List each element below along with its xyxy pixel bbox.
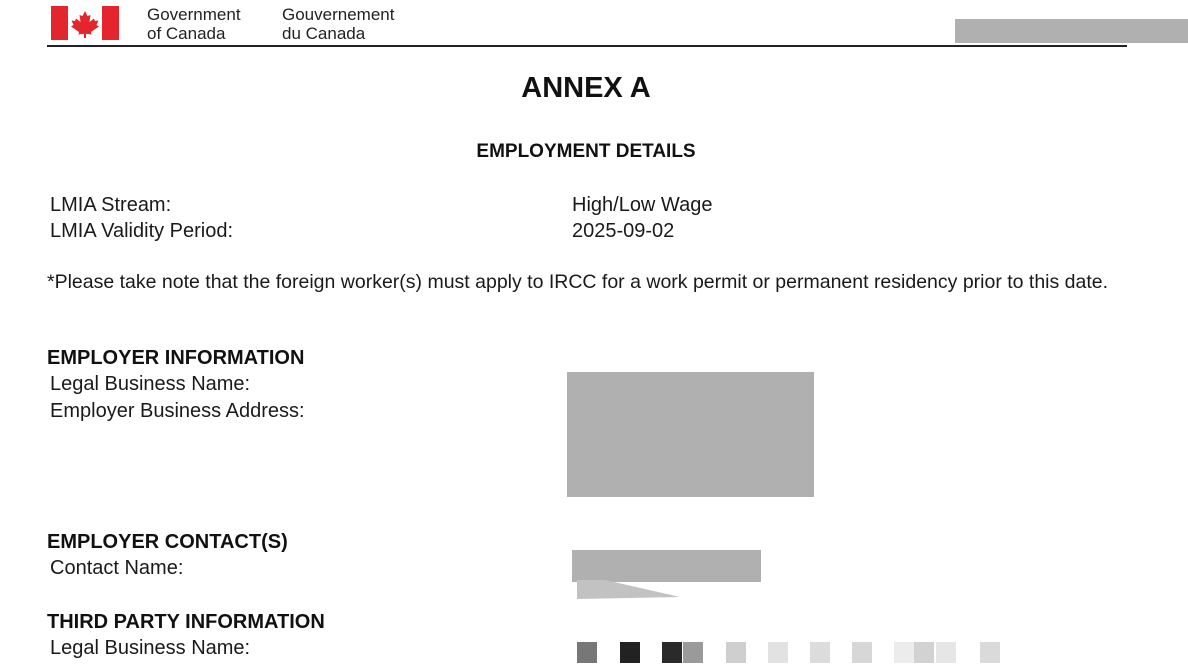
employment-details-heading: EMPLOYMENT DETAILS xyxy=(476,141,696,162)
pixelated-block xyxy=(980,642,1000,663)
third-party-legal-name-label: Legal Business Name: xyxy=(50,637,251,659)
gov-fr-line1: Gouvernement xyxy=(282,5,395,24)
employer-address-label: Employer Business Address: xyxy=(50,400,305,422)
pixelated-block xyxy=(768,642,788,663)
header-divider xyxy=(47,45,1127,47)
pixelated-block xyxy=(852,642,872,663)
lmia-validity-value: 2025-09-02 xyxy=(572,220,675,242)
canada-flag-icon xyxy=(51,6,119,40)
government-of-canada-en xyxy=(147,5,241,43)
pixelated-block xyxy=(662,642,682,663)
government-of-canada-fr xyxy=(282,5,394,43)
employer-information-heading: EMPLOYER INFORMATION xyxy=(47,347,305,369)
gov-fr-line2: du Canada xyxy=(282,24,366,43)
redacted-employer-details xyxy=(567,372,814,497)
lmia-validity-label: LMIA Validity Period: xyxy=(50,220,234,242)
employer-legal-name-label: Legal Business Name: xyxy=(50,373,251,395)
lmia-stream-value: High/Low Wage xyxy=(572,194,713,216)
validity-note: *Please take note that the foreign worker(s) must apply to IRCC for a work permit or permanent residency prior to this date. xyxy=(47,271,1109,293)
redacted-header-info xyxy=(955,19,1188,43)
pixelated-block xyxy=(810,642,830,663)
gov-en-line1: Government xyxy=(147,5,241,24)
third-party-heading: THIRD PARTY INFORMATION xyxy=(47,611,325,633)
contact-name-label: Contact Name: xyxy=(50,557,184,579)
pixelated-block xyxy=(936,642,956,663)
employer-contacts-heading: EMPLOYER CONTACT(S) xyxy=(47,531,288,553)
gov-en-line2: of Canada xyxy=(147,24,226,43)
pixelated-block xyxy=(914,642,934,663)
pixelated-block xyxy=(620,642,640,663)
pixelated-block xyxy=(726,642,746,663)
page-title: ANNEX A xyxy=(521,72,651,104)
redacted-contact-fragment xyxy=(575,580,685,600)
pixelated-block xyxy=(894,642,914,663)
pixelated-block xyxy=(683,642,703,663)
redacted-contact-name xyxy=(572,550,761,582)
pixelated-block xyxy=(577,642,597,663)
lmia-stream-label: LMIA Stream: xyxy=(50,194,172,216)
